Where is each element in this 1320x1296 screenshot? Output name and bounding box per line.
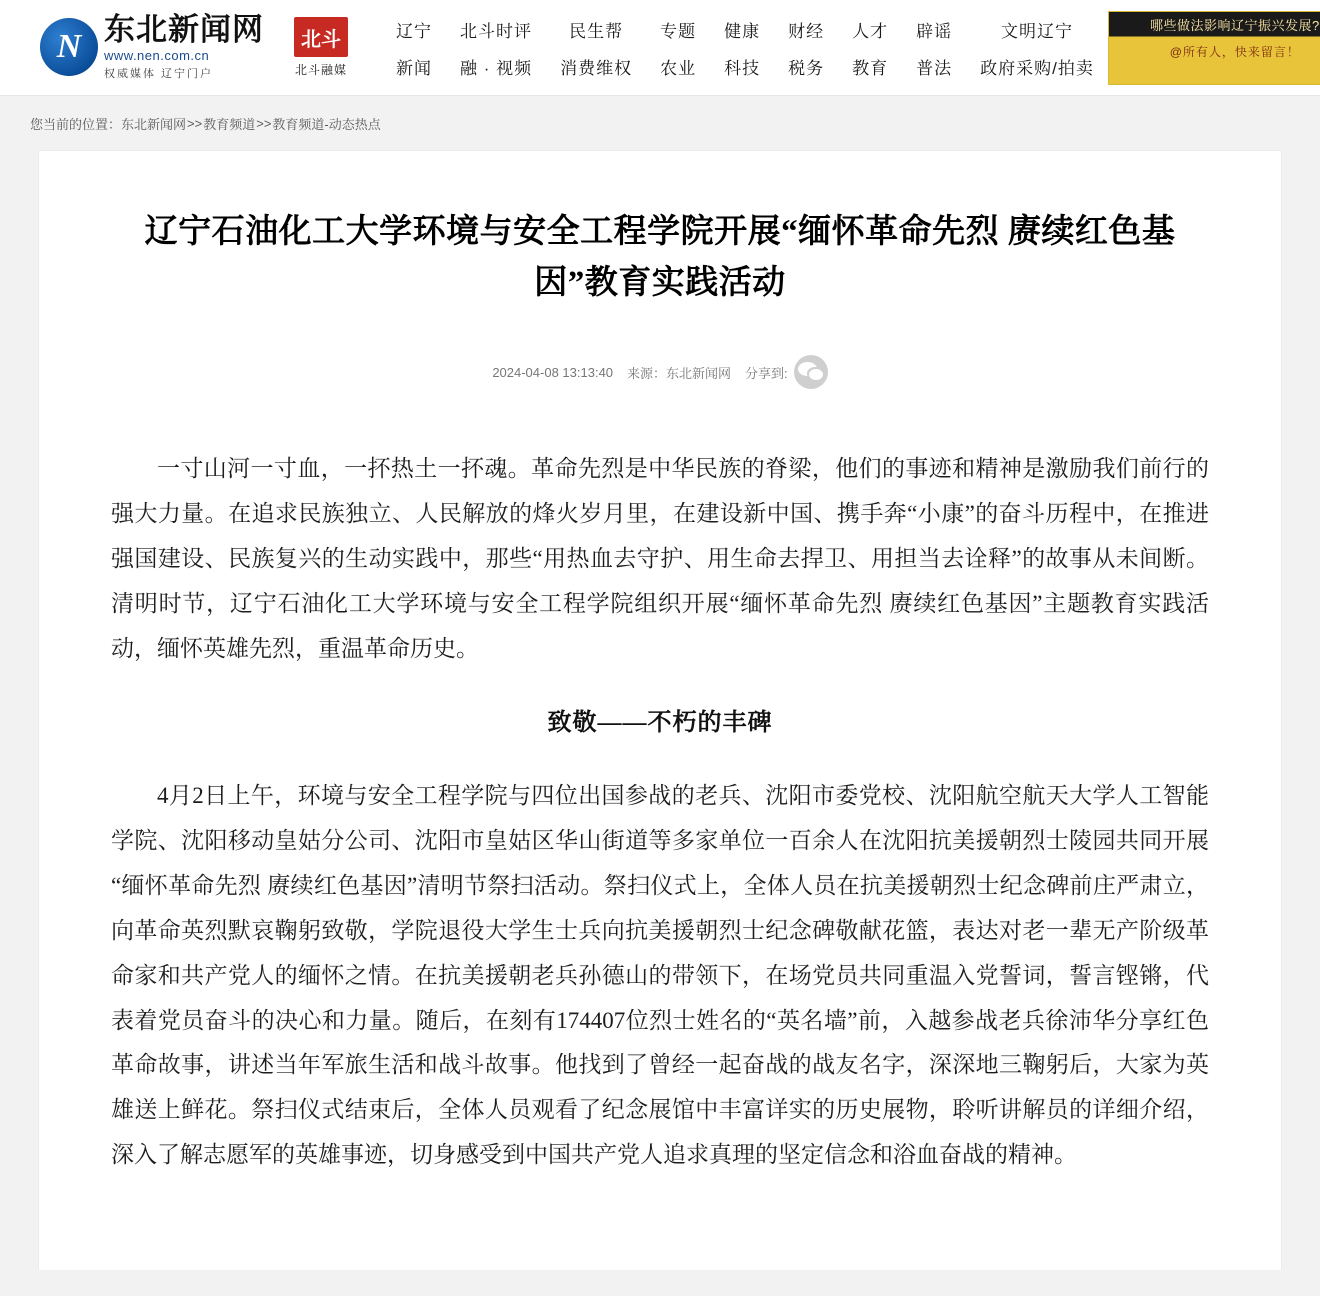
nav-item-consumer-rights[interactable]: 消费维权 [560,58,633,78]
nav-item-beidou-review[interactable]: 北斗时评 [460,21,533,41]
article-paragraph-2: 4月2日上午，环境与安全工程学院与四位出国参战的老兵、沈阳市委党校、沈阳航空航天大学人工智能学院、沈阳移动皇姑分公司、沈阳市皇姑区华山街道等多家单位一百余人在沈阳抗美援朝烈士陵园共同开展“缅怀革命先烈 赓续红色基因”清明节祭扫活动。祭扫仪式上，全体人员在抗美援朝烈士纪念碑前庄严肃立，向革命英烈默哀鞠躬致敬，学院退役大学生士兵向抗美援朝烈士纪念碑敬献花篮，表达对老一辈无产阶级革命家和共产党人的缅怀之情。在抗美援朝老兵孙德山的带领下，在场党员共同重温入党誓词，誓言铿锵，代表着党员奋斗的决心和力量。随后，在刻有174407位烈士姓名的“英名墙”前，入越参战老兵徐沛华分享红色革命故事，讲述当年军旅生活和战斗故事。他找到了曾经一起奋战的战友名字，深深地三鞠躬后，大家为英雄送上鲜花。祭扫仪式结束后，全体人员观看了纪念展馆中丰富详实的历史展物，聆听讲解员的详细介绍，深入了解志愿军的英雄事迹，切身感受到中国共产党人追求真理的坚定信念和浴血奋战的精神。 [111,783,1209,1168]
logo-slogan: 权威媒体 辽宁门户 [104,68,214,81]
promo-line-1: 哪些做法影响辽宁振兴发展? [1149,17,1320,33]
nav-col-1 [382,17,446,79]
nav-col-6 [774,17,838,79]
article-container [38,150,1282,1270]
publish-datetime: 2024-04-08 13:13:40 [492,364,614,380]
nav-item-minshengbang[interactable]: 民生帮 [569,21,624,41]
nav-item-talent[interactable]: 人才 [852,21,889,41]
logo-url: www.nen.com.cn [104,48,210,64]
nav-item-rumor-refutation[interactable]: 辟谣 [916,21,953,41]
article-subheading-1: 致敬——不朽的丰碑 [547,709,773,736]
breadcrumb-item-education[interactable]: 教育频道 [203,116,256,132]
share-label: 分享到: [745,365,788,381]
article-source: 来源：东北新闻网 [627,365,732,381]
logo-title: 东北新闻网 [104,11,264,47]
site-header [0,0,1320,96]
nav-item-technology[interactable]: 科技 [724,58,761,78]
nav-item-agriculture[interactable]: 农业 [660,58,697,78]
nav-col-8 [902,17,966,79]
logo-text-block [104,11,264,82]
article-body [111,447,1209,1178]
promo-banner[interactable] [1108,11,1320,85]
beidou-logo[interactable] [294,17,348,78]
nav-col-7 [838,17,902,79]
nav-item-rong-video[interactable]: 融 · 视频 [460,58,533,78]
beidou-label: 北斗融媒 [294,63,347,77]
breadcrumb-separator-1: >> [187,115,203,131]
beidou-badge: 北斗 [294,17,348,57]
breadcrumb-separator-2: >> [256,115,272,131]
promo-line-3 [1109,66,1320,84]
nav-item-special-topics[interactable]: 专题 [660,21,697,41]
breadcrumb-item-current[interactable]: 教育频道-动态热点 [272,116,381,132]
nav-col-2 [446,17,546,79]
main-nav [348,17,1108,79]
article-meta [111,355,1209,389]
nav-item-gov-procurement[interactable]: 政府采购/拍卖 [980,58,1094,78]
share-group [745,355,828,389]
nav-item-liaoning[interactable]: 辽宁 [396,21,432,41]
nav-col-9 [966,17,1108,79]
nav-item-law-popularization[interactable]: 普法 [916,58,953,78]
nav-col-5 [710,17,774,79]
breadcrumb-prefix: 您当前的位置： [30,116,122,132]
nav-item-news[interactable]: 新闻 [396,58,432,78]
nen-logo-icon [40,18,98,76]
nav-col-4 [646,17,710,79]
wechat-icon[interactable] [794,355,828,389]
promo-line-2: @所有人，快来留言！ [1169,44,1300,59]
breadcrumb [0,96,1320,150]
site-logo[interactable] [40,11,264,82]
nav-item-education[interactable]: 教育 [852,58,889,78]
nav-item-finance[interactable]: 财经 [788,21,825,41]
nav-col-3 [546,17,646,79]
breadcrumb-item-home[interactable]: 东北新闻网 [121,116,187,132]
page-title: 辽宁石油化工大学环境与安全工程学院开展“缅怀革命先烈 赓续红色基因”教育实践活动 [144,214,1176,302]
article-paragraph-1: 一寸山河一寸血，一抔热土一抔魂。革命先烈是中华民族的脊梁，他们的事迹和精神是激励我们前行的强大力量。在追求民族独立、人民解放的烽火岁月里，在建设新中国、携手奔“小康”的奋斗历程中，在推进强国建设、民族复兴的生动实践中，那些“用热血去守护、用生命去捍卫、用担当去诠释”的故事从未间断。清明时节，辽宁石油化工大学环境与安全工程学院组织开展“缅怀革命先烈 赓续红色基因”主题教育实践活动，缅怀英雄先烈，重温革命历史。 [111,456,1209,661]
nav-item-health[interactable]: 健康 [724,21,761,41]
nav-item-civilized-liaoning[interactable]: 文明辽宁 [1000,21,1073,41]
nav-item-tax[interactable]: 税务 [788,58,825,78]
